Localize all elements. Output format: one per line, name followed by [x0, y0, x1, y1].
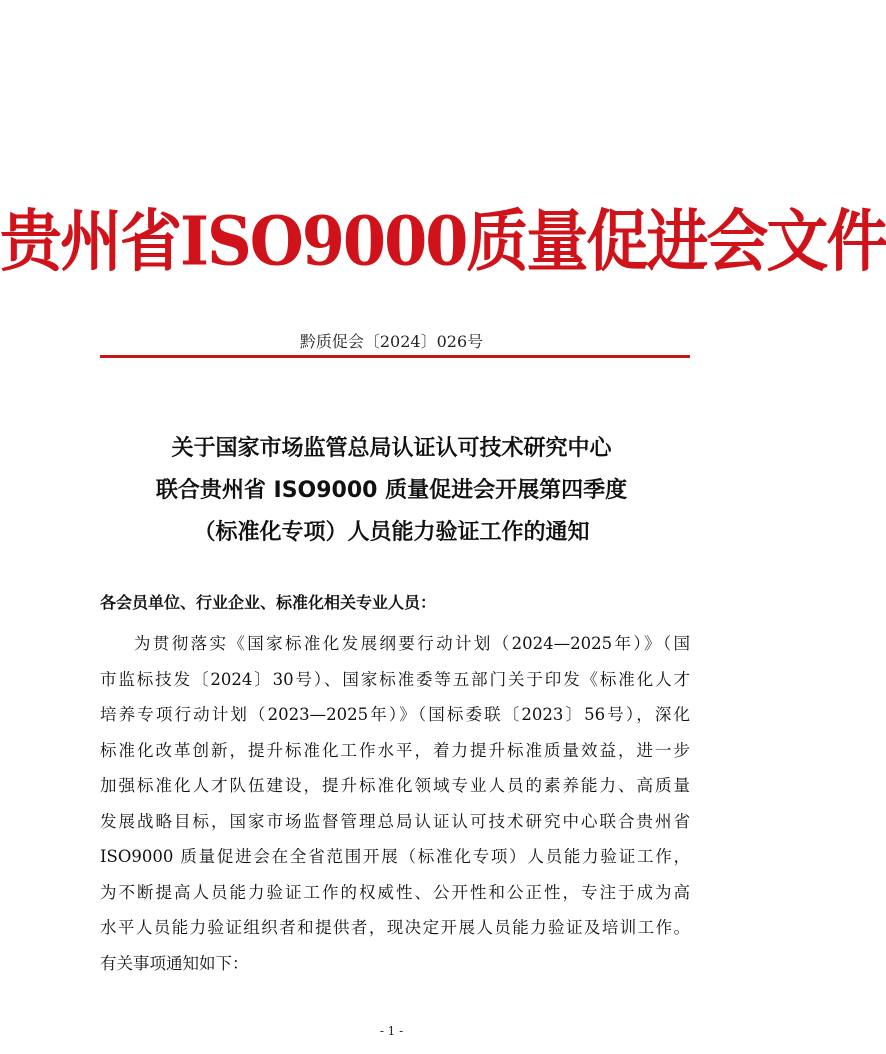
page-number: - 1 -: [379, 1024, 404, 1038]
body-line: ISO9000 质量促进会在全省范围开展（标准化专项）人员能力验证工作，: [100, 847, 690, 866]
notice-title-line: （标准化专项）人员能力验证工作的通知: [193, 520, 590, 545]
body-line: 培养专项行动计划（2023—2025年）》（国标委联〔2023〕56号），深化: [100, 705, 690, 724]
notice-title-line: 关于国家市场监管总局认证认可技术研究中心: [171, 436, 612, 461]
document-number: 黔质促会〔2024〕026号: [299, 332, 484, 351]
body-line: 市监标技发〔2024〕30号）、国家标准委等五部门关于印发《标准化人才: [100, 669, 690, 689]
body-line: 发展战略目标，国家市场监督管理总局认证认可技术研究中心联合贵州省: [100, 811, 690, 831]
recipients-salutation: 各会员单位、行业企业、标准化相关专业人员：: [100, 593, 437, 612]
body-line: 加强标准化人才队伍建设，提升标准化领域专业人员的素养能力、高质量: [100, 776, 690, 795]
notice-title-line: 联合贵州省 ISO9000 质量促进会开展第四季度: [155, 478, 628, 503]
notice-title: [0, 428, 783, 554]
body-line: 有关事项通知如下：: [100, 953, 249, 973]
body-line: 水平人员能力验证组织者和提供者，现决定开展人员能力验证及培训工作。: [100, 918, 690, 937]
body-paragraph: [100, 626, 690, 981]
red-divider-line: [100, 355, 690, 358]
body-line: 为不断提高人员能力验证工作的权威性、公开性和公正性，专注于成为高: [100, 882, 690, 902]
body-line: 为贯彻落实《国家标准化发展纲要行动计划（2024—2025年）》（国: [134, 634, 690, 653]
org-title: 贵州省ISO9000质量促进会文件: [0, 202, 886, 281]
body-line: 标准化改革创新，提升标准化工作水平，着力提升标准质量效益，进一步: [100, 740, 690, 760]
